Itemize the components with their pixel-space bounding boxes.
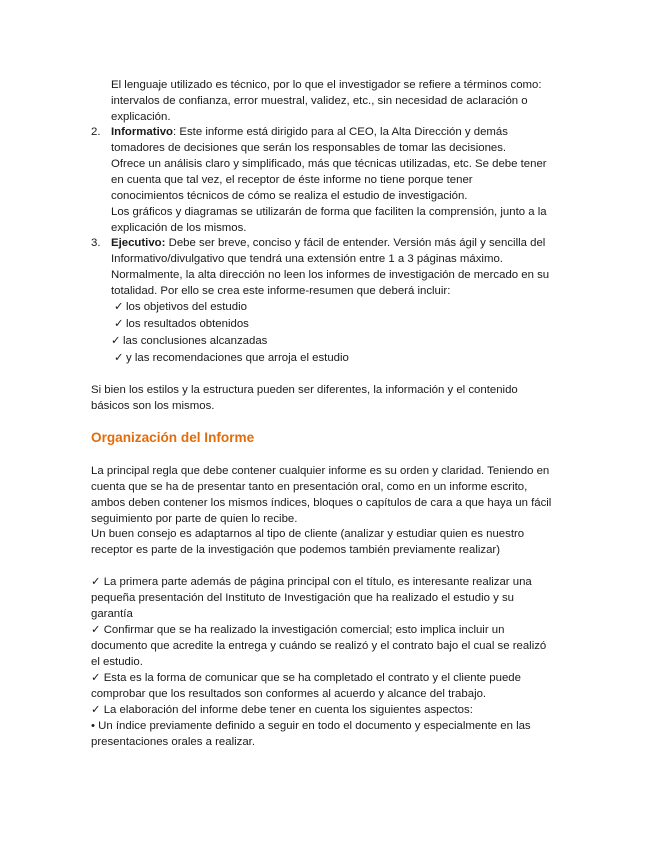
check-item-text: los resultados obtenidos <box>126 318 249 330</box>
paragraph-line: ✓ Esta es la forma de comunicar que se ha completado el contrato y el cliente puede <box>91 672 521 684</box>
check-item-text: los objetivos del estudio <box>126 301 247 313</box>
list-item-text: Debe ser breve, conciso y fácil de entender. Versión más ágil y sencilla del <box>165 237 546 249</box>
paragraph-line: ambos deben contener los mismos índices, bloques o capítulos de cara a que haya un fácil <box>91 497 552 509</box>
check-icon: ✓ <box>114 318 124 330</box>
paragraph-line: receptor es parte de la investigación que podemos también previamente realizar) <box>91 544 501 556</box>
paragraph-line: documento que acredite la entrega y cuándo se realizó y el contrato bajo el cual se realizó <box>91 640 547 652</box>
paragraph-line: presentaciones orales a realizar. <box>91 736 255 748</box>
check-item <box>114 316 249 332</box>
paragraph-line: Normalmente, la alta dirección no leen los informes de investigación de mercado en su <box>111 269 550 281</box>
check-icon: ✓ <box>114 352 124 364</box>
paragraph-line: conocimientos técnicos de cómo se realiza el estudio de investigación. <box>111 190 468 202</box>
intro-line: intervalos de confianza, error muestral, validez, etc., sin necesidad de aclaración o <box>111 95 528 107</box>
list-item-text: : Este informe está dirigido para al CEO, la Alta Dirección y demás <box>173 126 508 138</box>
section-heading: Organización del Informe <box>91 430 255 445</box>
paragraph-line: • Un índice previamente definido a seguir en todo el documento y especialmente en las <box>91 720 531 732</box>
paragraph-line: Informativo/divulgativo que tendrá una extensión entre 1 a 3 páginas máximo. <box>111 253 503 265</box>
paragraph-line: La principal regla que debe contener cualquier informe es su orden y claridad. Teniendo en <box>91 465 550 477</box>
summary-line: Si bien los estilos y la estructura pueden ser diferentes, la información y el contenido <box>91 384 518 396</box>
paragraph-line: ✓ Confirmar que se ha realizado la investigación comercial; esto implica incluir un <box>91 624 505 636</box>
paragraph-line: explicación de los mismos. <box>111 222 247 234</box>
paragraph-line: el estudio. <box>91 656 143 668</box>
list-item-ejecutivo <box>111 235 545 251</box>
check-item <box>111 333 267 349</box>
check-item-text: las conclusiones alcanzadas <box>123 335 268 347</box>
paragraph-line: garantía <box>91 608 133 620</box>
paragraph-line: Ofrece un análisis claro y simplificado, más que técnicas utilizadas, etc. Se debe tener <box>111 158 547 170</box>
list-item-informativo <box>111 124 508 140</box>
intro-line: El lenguaje utilizado es técnico, por lo que el investigador se refiere a términos como: <box>111 79 542 91</box>
check-icon: ✓ <box>114 301 124 313</box>
paragraph-line: tomadores de decisiones que serán los responsables de tomar las decisiones. <box>111 142 507 154</box>
paragraph-line: en cuenta que tal vez, el receptor de éste informe no tiene porque tener <box>111 174 473 186</box>
check-item <box>114 350 349 366</box>
check-icon: ✓ <box>111 335 121 347</box>
list-item-label: Informativo <box>111 126 174 138</box>
paragraph-line: comprobar que los resultados son conformes al acuerdo y alcance del trabajo. <box>91 688 487 700</box>
summary-line: básicos son los mismos. <box>91 400 215 412</box>
list-number: 2. <box>91 126 101 138</box>
intro-line: explicación. <box>111 111 171 123</box>
check-item <box>114 299 247 315</box>
paragraph-line: Los gráficos y diagramas se utilizarán de forma que faciliten la comprensión, junto a la <box>111 206 547 218</box>
paragraph-line: pequeña presentación del Instituto de Investigación que ha realizado el estudio y su <box>91 592 515 604</box>
list-item-label: Ejecutivo: <box>111 237 166 249</box>
list-number: 3. <box>91 237 101 249</box>
check-item-text: y las recomendaciones que arroja el estudio <box>126 352 349 364</box>
paragraph-line: ✓ La primera parte además de página principal con el título, es interesante realizar una <box>91 576 532 588</box>
paragraph-line: cuenta que se ha de presentar tanto en presentación oral, como en un informe escrito, <box>91 481 528 493</box>
paragraph-line: totalidad. Por ello se crea este informe-resumen que deberá incluir: <box>111 285 451 297</box>
paragraph-line: seguimiento por parte de quien lo recibe. <box>91 513 298 525</box>
paragraph-line: Un buen consejo es adaptarnos al tipo de cliente (analizar y estudiar quien es nuestro <box>91 528 525 540</box>
paragraph-line: ✓ La elaboración del informe debe tener en cuenta los siguientes aspectos: <box>91 704 473 716</box>
